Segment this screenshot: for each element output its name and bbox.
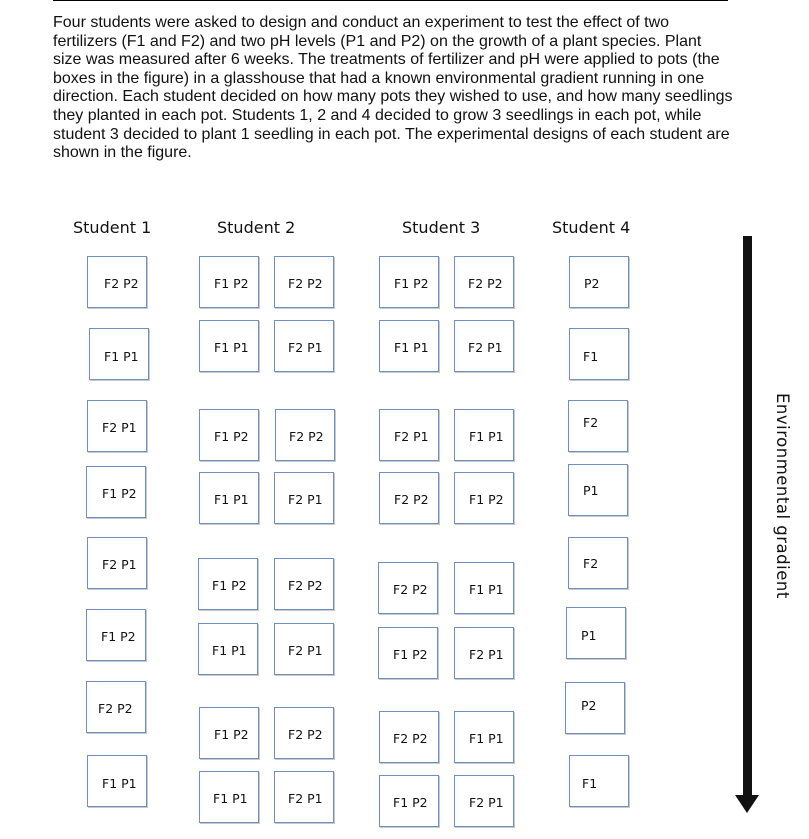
pot-treatment-label: F2 P2 (98, 701, 133, 716)
student-3-pot (454, 320, 514, 372)
student-2-pot (199, 320, 259, 372)
student-1-pot (87, 400, 147, 452)
student-2-pot (275, 409, 335, 461)
pot-treatment-label: F2 P1 (468, 340, 503, 355)
student-3-pot (454, 711, 514, 763)
student-3-pot (454, 775, 514, 827)
pot-treatment-label: F2 P1 (102, 557, 137, 572)
student-4-pot (568, 537, 628, 589)
student-3-pot (379, 256, 439, 308)
gradient-arrow-shaft (743, 236, 752, 796)
student-3-pot (379, 409, 439, 461)
student-2-pot (199, 472, 259, 524)
pot-treatment-label: F2 P2 (468, 276, 503, 291)
pot-treatment-label: F2 P2 (288, 727, 323, 742)
pot-treatment-label: F1 P2 (102, 486, 137, 501)
pot-treatment-label: F1 P2 (393, 647, 428, 662)
student-3-pot (378, 562, 438, 614)
top-rule (53, 0, 728, 1)
student-3-pot (378, 627, 438, 679)
pot-treatment-label: F1 (582, 776, 598, 791)
pot-treatment-label: F2 (583, 415, 599, 430)
student-1-heading: Student 1 (73, 218, 152, 237)
pot-treatment-label: F2 P1 (288, 340, 323, 355)
pot-treatment-label: F1 P2 (212, 578, 247, 593)
student-2-pot (199, 409, 259, 461)
student-4-pot (566, 607, 626, 659)
pot-treatment-label: F1 P2 (101, 629, 136, 644)
pot-treatment-label: F2 P1 (394, 429, 429, 444)
student-2-pot (274, 771, 334, 823)
student-3-pot (379, 775, 439, 827)
pot-treatment-label: F2 P2 (393, 731, 428, 746)
pot-treatment-label: F1 P2 (214, 429, 249, 444)
student-3-pot (454, 256, 514, 308)
student-1-pot (87, 256, 147, 308)
student-2-pot (199, 771, 259, 823)
gradient-label: Environmental gradient (773, 393, 792, 599)
pot-treatment-label: F2 P1 (288, 791, 323, 806)
pot-treatment-label: F2 P1 (102, 420, 137, 435)
pot-treatment-label: F1 P1 (212, 643, 247, 658)
pot-treatment-label: F1 P1 (214, 492, 249, 507)
student-4-pot (568, 464, 628, 516)
student-2-pot (199, 256, 259, 308)
pot-treatment-label: F1 P2 (393, 795, 428, 810)
student-4-pot (569, 755, 629, 807)
pot-treatment-label: F2 P1 (469, 647, 504, 662)
student-2-pot (274, 256, 334, 308)
pot-treatment-label: F2 P1 (288, 492, 323, 507)
student-2-heading: Student 2 (217, 218, 296, 237)
student-3-pot (454, 472, 514, 524)
pot-treatment-label: F2 P1 (288, 643, 323, 658)
student-4-pot (569, 256, 629, 308)
student-3-pot (379, 472, 439, 524)
intro-paragraph: Four students were asked to design and conduct an experiment to test the effect of two fertilizers (F1 and F2) and two pH levels (P1 and P2) on the growth of a plant species. Plant size was measured after 6 weeks. The treatments of fertilizer and pH were applied to pots (the boxes in the figure) in a glasshouse that had a known environmental gradient running in one direction. Each student decided on how many pots they wished to use, and how many seedlings they planted in each pot. Students 1, 2 and 4 decided to grow 3 seedlings in each pot, while student 3 decided to plant 1 seedling in each pot. The experimental designs of each student are shown in the figure. (53, 14, 733, 162)
pot-treatment-label: F1 P1 (469, 429, 504, 444)
student-2-pot (274, 707, 334, 759)
student-1-pot (87, 755, 147, 807)
student-4-pot (569, 328, 629, 380)
student-2-pot (274, 320, 334, 372)
student-2-pot (274, 472, 334, 524)
student-4-pot (565, 682, 625, 734)
pot-treatment-label: F1 (583, 349, 599, 364)
pot-treatment-label: F2 P2 (393, 582, 428, 597)
student-2-pot (198, 623, 258, 675)
pot-treatment-label: F2 P2 (104, 276, 139, 291)
pot-treatment-label: F1 P2 (214, 727, 249, 742)
pot-treatment-label: F1 P1 (469, 582, 504, 597)
pot-treatment-label: F1 P1 (394, 340, 429, 355)
student-2-pot (198, 558, 258, 610)
pot-treatment-label: F2 P2 (288, 276, 323, 291)
student-1-pot (86, 466, 146, 518)
student-1-pot (86, 609, 146, 661)
pot-treatment-label: P2 (581, 698, 597, 713)
pot-treatment-label: F1 P1 (102, 776, 137, 791)
student-4-heading: Student 4 (552, 218, 631, 237)
pot-treatment-label: P1 (583, 483, 599, 498)
pot-treatment-label: F1 P1 (104, 349, 139, 364)
pot-treatment-label: F2 P1 (469, 795, 504, 810)
pot-treatment-label: F1 P2 (469, 492, 504, 507)
pot-treatment-label: F2 P2 (289, 429, 324, 444)
pot-treatment-label: F2 P2 (394, 492, 429, 507)
student-3-pot (454, 562, 514, 614)
pot-treatment-label: P1 (581, 628, 597, 643)
student-2-pot (199, 707, 259, 759)
pot-treatment-label: F2 P2 (288, 578, 323, 593)
student-3-pot (379, 711, 439, 763)
student-1-pot (87, 537, 147, 589)
pot-treatment-label: F1 P1 (214, 340, 249, 355)
student-4-pot (568, 400, 628, 452)
pot-treatment-label: F1 P1 (469, 731, 504, 746)
pot-treatment-label: F1 P1 (213, 791, 248, 806)
student-2-pot (274, 623, 334, 675)
student-1-pot (86, 681, 146, 733)
pot-treatment-label: P2 (584, 276, 600, 291)
student-1-pot (89, 328, 149, 380)
student-3-pot (379, 320, 439, 372)
student-3-pot (454, 409, 514, 461)
student-2-pot (274, 558, 334, 610)
pot-treatment-label: F2 (583, 556, 599, 571)
pot-treatment-label: F1 P2 (394, 276, 429, 291)
pot-treatment-label: F1 P2 (214, 276, 249, 291)
student-3-pot (454, 627, 514, 679)
gradient-arrow-head (735, 795, 759, 813)
student-3-heading: Student 3 (402, 218, 481, 237)
